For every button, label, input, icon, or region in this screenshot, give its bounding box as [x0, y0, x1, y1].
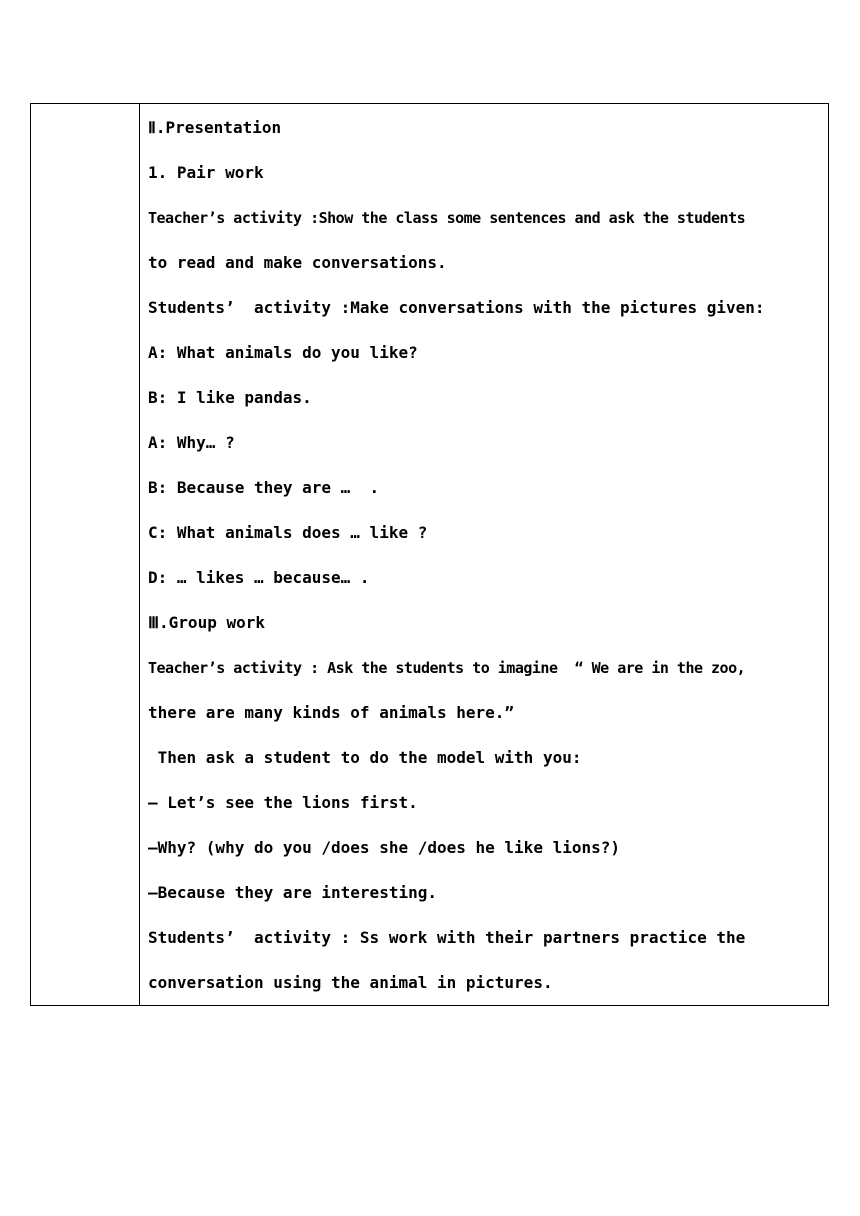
teacher-activity-line-2: to read and make conversations. — [148, 253, 447, 272]
model-dialogue-line-1: — Let’s see the lions first. — [148, 793, 418, 812]
dialogue-line-b1: B: I like pandas. — [148, 388, 312, 407]
teacher-activity-group-line-2: there are many kinds of animals here.” — [148, 703, 515, 722]
dialogue-line-a2: A: Why… ? — [148, 433, 235, 452]
dialogue-line-c: C: What animals does … like ? — [148, 523, 428, 542]
lesson-table — [30, 103, 829, 1006]
model-dialogue-line-2: —Why? (why do you /does she /does he like lions?) — [148, 838, 621, 857]
students-activity-group-line-2: conversation using the animal in pictures. — [148, 973, 553, 992]
model-dialogue-line-3: —Because they are interesting. — [148, 883, 437, 902]
section-heading-presentation: Ⅱ.Presentation — [148, 118, 282, 137]
left-column-cell — [31, 104, 140, 1005]
section-heading-group-work: Ⅲ.Group work — [148, 613, 265, 632]
content-cell — [140, 104, 828, 1005]
subheading-pair-work: 1. Pair work — [148, 163, 264, 182]
students-activity-group-line-1: Students’ activity : Ss work with their partners practice the — [148, 928, 746, 947]
teacher-activity-group-line-1: Teacher’s activity : Ask the students to imagine “ We are in the zoo, — [148, 659, 746, 677]
dialogue-line-b2: B: Because they are … . — [148, 478, 380, 497]
students-activity-line: Students’ activity :Make conversations with the pictures given: — [148, 298, 765, 317]
teacher-activity-line-1: Teacher’s activity :Show the class some sentences and ask the students — [148, 209, 746, 227]
dialogue-line-d: D: … likes … because… . — [148, 568, 370, 587]
model-instruction-line: Then ask a student to do the model with you: — [148, 748, 582, 767]
dialogue-line-a1: A: What animals do you like? — [148, 343, 418, 362]
